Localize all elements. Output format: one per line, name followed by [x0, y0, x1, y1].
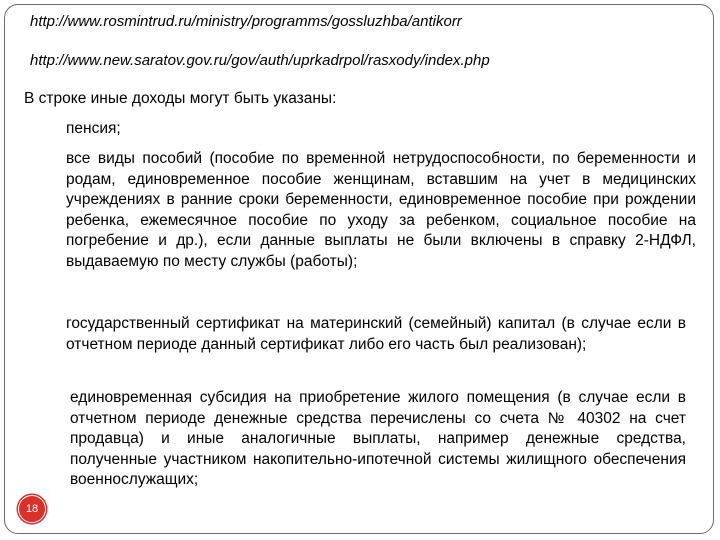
list-item-pension: пенсия;	[66, 120, 121, 137]
list-item-subsidy: единовременная субсидия на приобретение жилого помещения (в случае если в отчетном периоде денежные средства перечислены со счета № 40302 на счет продавца) и иные аналогичные выплаты, например денежные средства, полученные участником накопительно-ипотечной системы жилищного обеспечения военнослужащих;	[70, 389, 686, 489]
section-heading: В строке иные доходы могут быть указаны:	[24, 90, 337, 107]
url-saratov: http://www.new.saratov.gov.ru/gov/auth/uprkadrpol/rasxody/index.php	[30, 52, 490, 69]
url-rosmintrud: http://www.rosmintrud.ru/ministry/programms/gossluzhba/antikorr	[30, 13, 462, 30]
list-item-benefits: все виды пособий (пособие по временной нетрудоспособности, по беременности и родам, единовременное пособие женщинам, вставшим на учет в медицинских учреждениях в ранние сроки беременности, единовременное пособие при рождении ребенка, ежемесячное пособие по уходу за ребенком, социальное пособие на погребение и др.), если данные выплаты не были включены в справку 2-НДФЛ, выдаваемую по месту службы (работы);	[66, 150, 696, 270]
page-number-badge: 18	[18, 495, 46, 523]
list-item-certificate: государственный сертификат на материнский (семейный) капитал (в случае если в отчетном периоде данный сертификат либо его часть был реализован);	[66, 315, 686, 353]
